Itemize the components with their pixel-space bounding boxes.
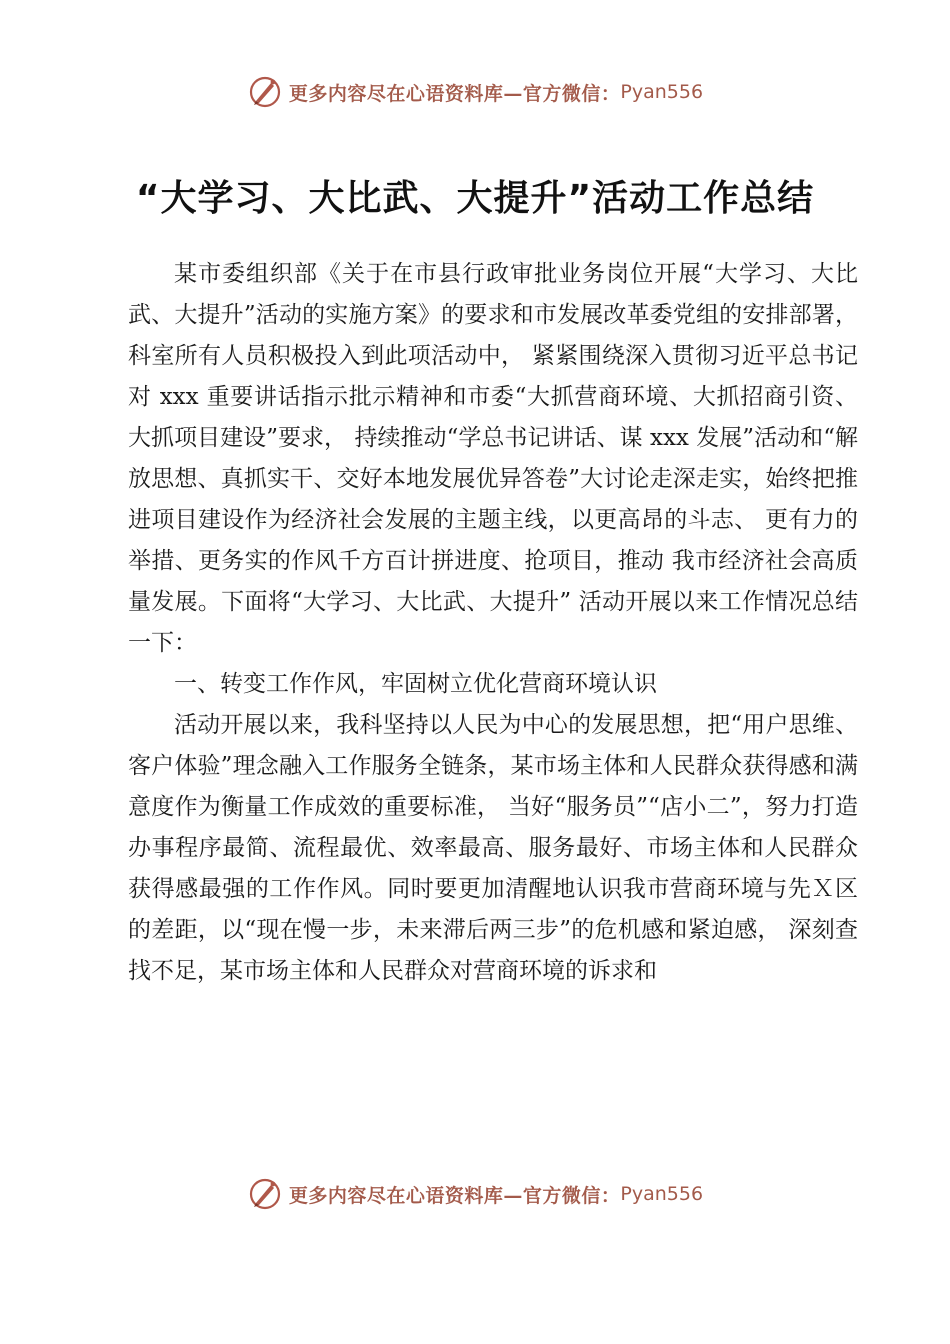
quill-pen-logo-icon: [247, 74, 283, 110]
footer-banner-wechat-id: Pyan556: [620, 1183, 704, 1205]
footer-banner: [0, 1174, 950, 1214]
intro-paragraph: 某市委组织部《关于在市县行政审批业务岗位开展“大学习、大比武、大提升”活动的实施方案》的要求和市发展改革委党组的安排部署，科室所有人员积极投入到此项活动中， 紧紧围绕深入贯彻习近平总书记对 xxx 重要讲话指示批示精神和市委“大抓营商环境、大抓招商引资、大抓项目建设”要求， 持续推动“学总书记讲话、谋 xxx 发展”活动和“解放思想、真抓实干、交好本地发展优异答卷”大讨论走深走实，始终把推进项目建设作为经济社会发展的主题主线，以更高昂的斗志、 更有力的举措、更务实的作风千方百计拼进度、抢项目，推动 我市经济社会高质量发展。下面将“大学习、大比武、大提升” 活动开展以来工作情况总结一下：: [128, 261, 858, 656]
header-banner-wechat-id: Pyan556: [620, 81, 704, 103]
document-title: “大学习、大比武、大提升”活动工作总结: [135, 178, 815, 219]
section-heading-1: 一、转变工作作风，牢固树立优化营商环境认识: [174, 671, 657, 697]
header-banner-text: 更多内容尽在心语资料库—官方微信：: [288, 82, 621, 105]
section-1-paragraph: 活动开展以来，我科坚持以人民为中心的发展思想，把“用户思维、客户体验”理念融入工作服务全链条，某市场主体和人民群众获得感和满意度作为衡量工作成效的重要标准， 当好“服务员”“店小二”，努力打造办事程序最简、流程最优、效率最高、服务最好、市场主体和人民群众获得感最强的工作作风。同时要更加清醒地认识我市营商环境与先Ｘ区的差距，以“现在慢一步，未来滞后两三步”的危机感和紧迫感， 深刻查找不足，某市场主体和人民群众对营商环境的诉求和: [128, 712, 858, 984]
header-banner: [0, 72, 950, 112]
quill-pen-logo-icon: [247, 1176, 283, 1212]
footer-banner-text: 更多内容尽在心语资料库—官方微信：: [288, 1184, 621, 1207]
document-body: [128, 254, 858, 992]
